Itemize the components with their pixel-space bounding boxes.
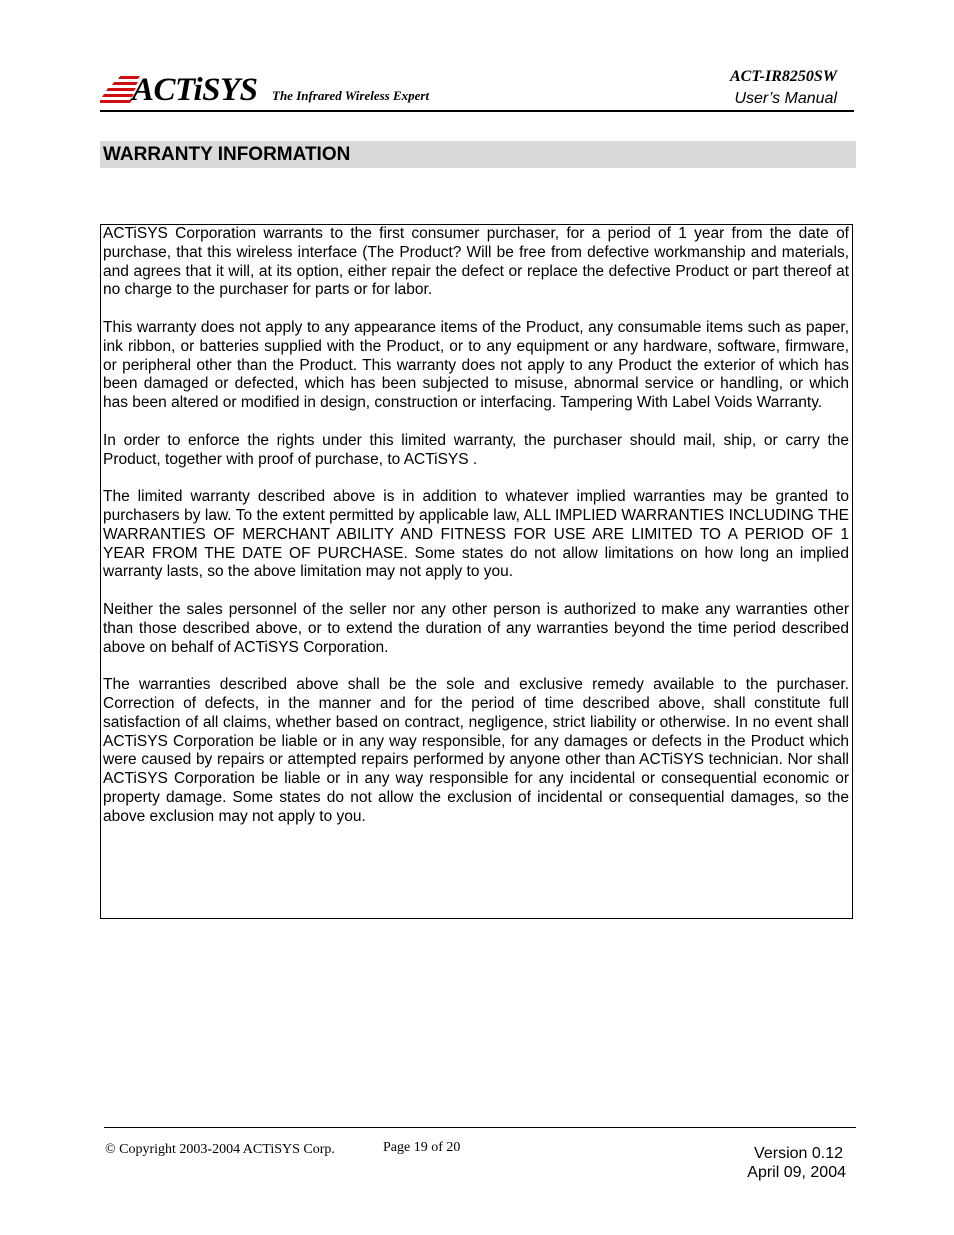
copyright-notice: © Copyright 2003-2004 ACTiSYS Corp. [105, 1142, 335, 1157]
product-model: ACT-IR8250SW [730, 68, 837, 85]
warranty-paragraph: This warranty does not apply to any appearance items of the Product, any consumable items such as paper, ink ribbon, or batteries supplied with the Product, or to any equipment or any hardware, software, firmware, or peripheral other than the Product. This warranty does not apply to any Product the exterior of which has been damaged or defected, which has been subjected to misuse, abnormal service or handling, or which has been altered or modified in design, construction or interfacing. Tampering With Label Voids Warranty. [103, 318, 849, 412]
section-heading: WARRANTY INFORMATION [103, 144, 351, 165]
section-heading-bar [100, 141, 856, 168]
release-date: April 09, 2004 [747, 1164, 846, 1181]
header-divider [100, 110, 854, 112]
page-number: Page 19 of 20 [383, 1140, 461, 1155]
warranty-box [100, 224, 853, 919]
warranty-paragraph: The limited warranty described above is in addition to whatever implied warranties may be granted to purchasers by law. To the extent permitted by applicable law, ALL IMPLIED WARRANTIES INCLUDING THE WARRANTIES OF MERCHANT ABILITY AND FITNESS FOR USE ARE LIMITED TO A PERIOD OF 1 YEAR FROM THE DATE OF PURCHASE. Some states do not allow limitations on how long an implied warranty lasts, so the above limitation may not apply to you. [103, 488, 849, 581]
warranty-paragraph: The warranties described above shall be the sole and exclusive remedy available to the purchaser. Correction of defects, in the manner and for the period of time described above, shall constitute full satisfaction of all claims, whether based on contract, negligence, strict liability or otherwise. In no event shall ACTiSYS Corporation be liable or in any way responsible, for any damages or defects in the Product which were caused by repairs or attempted repairs performed by anyone other than ACTiSYS technician. Nor shall ACTiSYS Corporation be liable or in any way responsible for any incidental or consequential economic or property damage. Some states do not allow the exclusion of incidental or consequential damages, so the above exclusion may not apply to you. [103, 676, 849, 825]
warranty-paragraph: In order to enforce the rights under this limited warranty, the purchaser should mail, ship, or carry the Product, together with proof of purchase, to ACTiSYS . [103, 431, 849, 468]
logo-wordmark: ACTiSYS [132, 72, 258, 108]
logo-tagline: The Infrared Wireless Expert [272, 88, 430, 103]
footer-divider [104, 1127, 856, 1128]
version-label: Version 0.12 [754, 1145, 843, 1162]
manual-title: User’s Manual [734, 90, 837, 107]
warranty-paragraph: Neither the sales personnel of the seller nor any other person is authorized to make any warranties other than those described above, or to extend the duration of any warranties beyond the time period described above on behalf of ACTiSYS Corporation. [103, 600, 849, 656]
warranty-paragraph: ACTiSYS Corporation warrants to the first consumer purchaser, for a period of 1 year from the date of purchase, that this wireless interface (The Product? Will be free from defective workmanship and materials, and agrees that it will, at its option, either repair the defect or replace the defective Product or part thereof at no charge to the purchaser for parts or for labor. [103, 225, 849, 299]
warranty-text [103, 225, 849, 827]
